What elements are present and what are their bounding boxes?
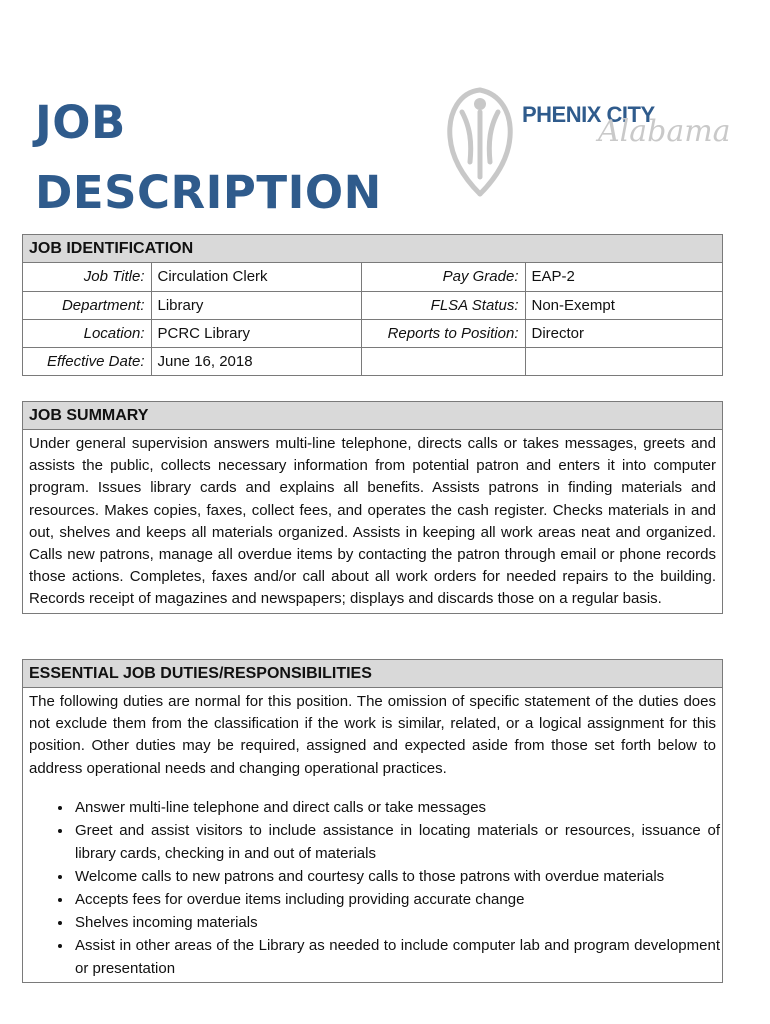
phoenix-bird-icon (440, 82, 520, 200)
list-item: • Greet and assist visitors to include assistance in locating materials or resources, issuance of library cards, checking in and out of materials (73, 819, 722, 865)
department-label: Department: (23, 291, 151, 319)
flsa-status-label: FLSA Status: (361, 291, 525, 319)
logo-brand-text: PHENIX CITY (522, 102, 655, 127)
flsa-status-value: Non-Exempt (525, 291, 722, 319)
job-summary-text: Under general supervision answers multi-line telephone, directs calls or takes messages, greets and assists the public, collects necessary information from potential patron and enters it into computer program. Issues library cards and explains all benefits. Assists patrons in finding materials and resources. Makes copies, faxes, collect fees, and operates the cash register. Checks materials in and out, shelves and keeps all materials organized. Assists in keeping all work areas neat and organized. Calls new patrons, manage all overdue items by contacting the patron through email or phone records those actions. Completes, faxes and/or call about all work orders for needed repairs to the building. Records receipt of magazines and newspapers; displays and discards those on a regular basis. (29, 435, 716, 608)
table-row (23, 291, 722, 319)
list-item: • Assist in other areas of the Library as needed to include computer lab and program development or presentation (73, 934, 722, 980)
phenix-city-logo (440, 82, 730, 202)
job-identification-heading: JOB IDENTIFICATION (23, 235, 722, 263)
job-summary-section (22, 401, 723, 614)
table-row (23, 347, 722, 375)
location-value: PCRC Library (151, 319, 361, 347)
pay-grade-value: EAP-2 (531, 268, 575, 286)
essential-duties-section (22, 659, 723, 983)
table-row (23, 319, 722, 347)
pay-grade-label: Pay Grade: (361, 263, 525, 291)
list-item: • Accepts fees for overdue items including providing accurate change (73, 888, 722, 911)
essential-duties-intro: The following duties are normal for this position. The omission of specific statement of the duties does not exclude them from the classification if the work is similar, related, or a logical assignment for this position. Other duties may be required, assigned and expected aside from those set forth below to address operational needs and changing operational practices. (29, 693, 716, 777)
list-item: • Welcome calls to new patrons and courtesy calls to those patrons with overdue materials (73, 865, 722, 888)
effective-date-label: Effective Date: (23, 347, 151, 375)
page-title-line1: JOB (35, 96, 126, 149)
job-identification-table (23, 263, 722, 375)
empty-value-cell (525, 347, 722, 375)
job-title-value: Circulation Clerk (151, 263, 361, 291)
logo-script-text: Alabama (598, 114, 731, 149)
essential-duties-heading: ESSENTIAL JOB DUTIES/RESPONSIBILITIES (23, 660, 722, 688)
job-title-label: Job Title: (23, 263, 151, 291)
department-value: Library (151, 291, 361, 319)
page-title-line2: DESCRIPTION (35, 166, 382, 219)
duties-list (23, 796, 722, 980)
reports-to-label: Reports to Position: (361, 319, 525, 347)
job-identification-section (22, 234, 723, 376)
list-item: • Shelves incoming materials (73, 911, 722, 934)
effective-date-value: June 16, 2018 (151, 347, 361, 375)
location-label: Location: (23, 319, 151, 347)
reports-to-value: Director (525, 319, 722, 347)
empty-label-cell (361, 347, 525, 375)
list-item: • Answer multi-line telephone and direct calls or take messages (73, 796, 722, 819)
job-summary-heading: JOB SUMMARY (23, 402, 722, 430)
table-row (23, 263, 722, 291)
page-title (35, 88, 382, 228)
